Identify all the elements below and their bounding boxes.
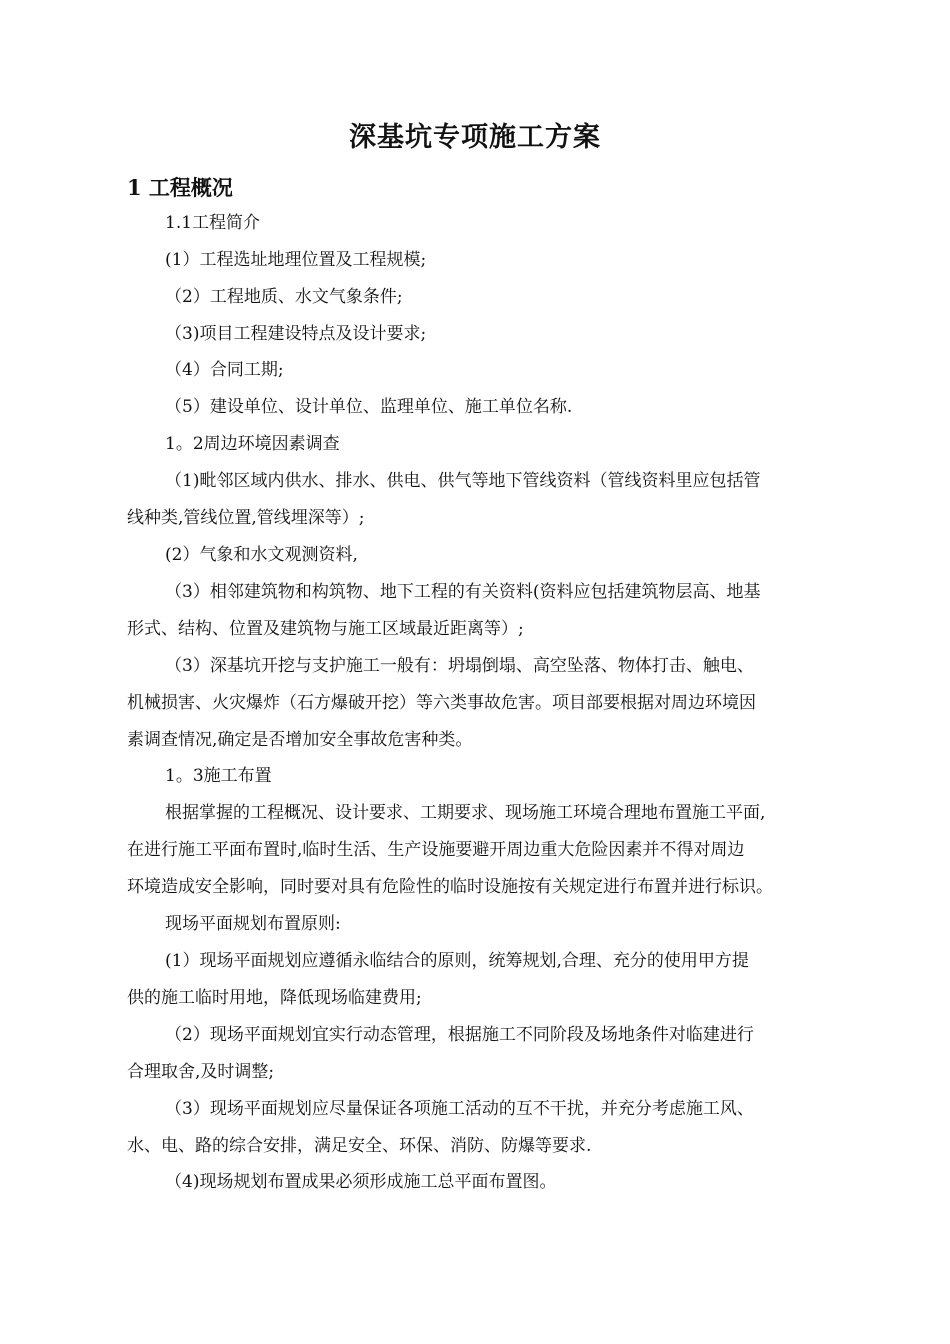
text-line: 在进行施工平面布置时,临时生活、生产设施要避开周边重大危险因素并不得对周边	[127, 840, 745, 860]
text-line: （4)现场规划布置成果必须形成施工总平面布置图。	[165, 1172, 557, 1192]
text-line: 1.1工程简介	[165, 213, 261, 233]
text-line: (1）工程选址地理位置及工程规模;	[165, 250, 427, 270]
text-line: 机械损害、火灾爆炸（石方爆破开挖）等六类事故危害。项目部要根据对周边环境因	[127, 693, 756, 713]
text-line: 线种类,管线位置,管线埋深等）;	[127, 508, 365, 528]
text-line: 根据掌握的工程概况、设计要求、工期要求、现场施工环境合理地布置施工平面,	[165, 803, 766, 823]
section-heading: 1 工程概况	[127, 175, 233, 200]
text-line: 供的施工临时用地，降低现场临建费用;	[127, 988, 422, 1008]
text-line: （4）合同工期;	[165, 360, 284, 380]
text-line: 素调查情况,确定是否增加安全事故危害种类。	[127, 730, 473, 750]
text-line: （2）现场平面规划宜实行动态管理，根据施工不同阶段及场地条件对临建进行	[165, 1025, 754, 1045]
text-line: （1)毗邻区域内供水、排水、供电、供气等地下管线资料（管线资料里应包括管	[165, 471, 761, 491]
text-line: （3)项目工程建设特点及设计要求;	[165, 324, 427, 344]
text-line: （2）工程地质、水文气象条件;	[165, 287, 403, 307]
text-line: 1。3施工布置	[165, 766, 272, 786]
text-line: （5）建设单位、设计单位、监理单位、施工单位名称.	[165, 397, 573, 417]
text-line: (2）气象和水文观测资料,	[165, 545, 358, 565]
text-line: 水、电、路的综合安排，满足安全、环保、消防、防爆等要求.	[127, 1136, 592, 1156]
text-line: 1。2周边环境因素调查	[165, 434, 340, 454]
text-line: 环境造成安全影响，同时要对具有危险性的临时设施按有关规定进行布置并进行标识。	[127, 877, 773, 897]
text-line: （3）相邻建筑物和构筑物、地下工程的有关资料(资料应包括建筑物层高、地基	[165, 582, 761, 602]
text-line: 合理取舍,及时调整;	[127, 1062, 275, 1082]
text-line: （3）深基坑开挖与支护施工一般有：坍塌倒塌、高空坠落、物体打击、触电、	[165, 656, 754, 676]
text-line: （3）现场平面规划应尽量保证各项施工活动的互不干扰，并充分考虑施工风、	[165, 1099, 754, 1119]
text-line: 现场平面规划布置原则:	[165, 914, 341, 934]
document-title: 深基坑专项施工方案	[349, 122, 601, 153]
text-line: 形式、结构、位置及建筑物与施工区域最近距离等）;	[127, 619, 524, 639]
text-line: (1）现场平面规划应遵循永临结合的原则，统筹规划,合理、充分的使用甲方提	[165, 951, 749, 971]
